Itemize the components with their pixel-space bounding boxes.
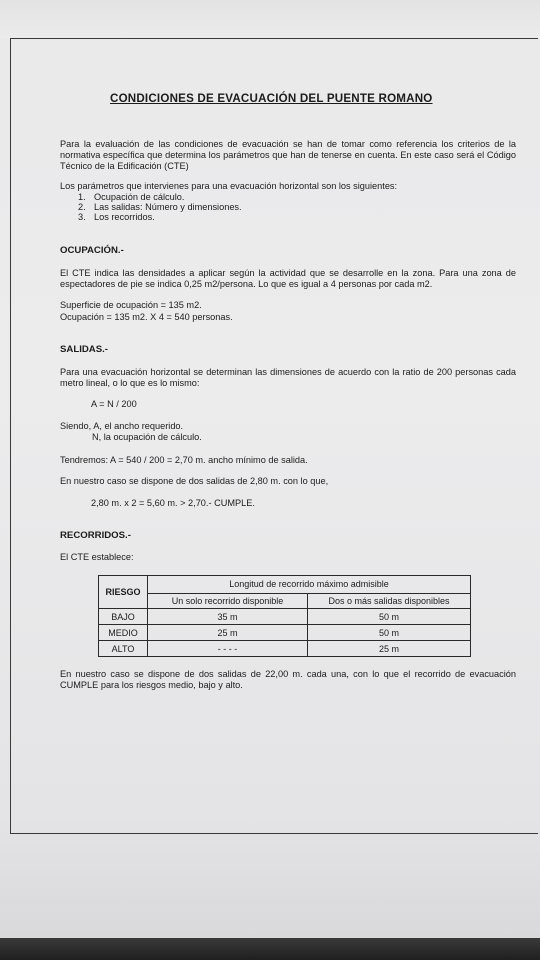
- table-cell-dos: 50 m: [378, 628, 399, 638]
- table-group-header: Longitud de recorrido máximo admisible: [229, 579, 389, 589]
- salidas-siendo-a: Siendo, A, el ancho requerido.: [60, 421, 184, 431]
- params-list: [78, 192, 242, 222]
- list-item: 3. Los recorridos.: [78, 212, 155, 222]
- table-header-dos: Dos o más salidas disponibles: [328, 596, 450, 606]
- table-divider: [99, 624, 470, 625]
- table-header-uno: Un solo recorrido disponible: [171, 596, 284, 606]
- document-title: CONDICIONES DE EVACUACIÓN DEL PUENTE ROMANO: [110, 92, 433, 105]
- salidas-tendremos: Tendremos: A = 540 / 200 = 2,70 m. ancho mínimo de salida.: [60, 455, 308, 465]
- table-divider: [99, 640, 470, 641]
- salidas-paragraph: Para una evacuación horizontal se determinan las dimensiones de acuerdo con la ratio de 200 personas cada metro lineal, o lo que es lo mismo:: [60, 367, 516, 389]
- table-cell-dos: 25 m: [378, 644, 399, 654]
- table-header-riesgo: RIESGO: [105, 587, 141, 597]
- recorridos-heading: RECORRIDOS.-: [60, 530, 131, 541]
- table-cell-uno: 25 m: [217, 628, 238, 638]
- table-cell-riesgo: BAJO: [111, 612, 135, 622]
- salidas-formula: A = N / 200: [91, 399, 137, 409]
- list-item: 2. Las salidas: Número y dimensiones.: [78, 202, 242, 212]
- table-divider: [147, 593, 470, 594]
- recorridos-conclusion: En nuestro caso se dispone de dos salidas de 22,00 m. cada una, con lo que el recorrido de evacuación CUMPLE para los riesgos medio, bajo y alto.: [60, 669, 516, 691]
- salidas-heading: SALIDAS.-: [60, 344, 108, 355]
- recorridos-establece: El CTE establece:: [60, 552, 134, 562]
- table-cell-dos: 50 m: [378, 612, 399, 622]
- list-item: 1. Ocupación de cálculo.: [78, 192, 185, 202]
- paper-top-shadow: [0, 0, 540, 38]
- table-edge-shadow: [0, 938, 540, 960]
- params-intro: Los parámetros que intervienes para una evacuación horizontal son los siguientes:: [60, 181, 398, 191]
- intro-paragraph: Para la evaluación de las condiciones de evacuación se han de tomar como referencia los criterios de la normativa específica que determina los parámetros que han de tenerse en cuenta. En este caso será el Código Técnico de la Edificación (CTE): [60, 139, 516, 172]
- table-cell-riesgo: ALTO: [111, 644, 135, 654]
- table-cell-uno: - - - -: [217, 644, 238, 654]
- table-cell-uno: 35 m: [217, 612, 238, 622]
- table-divider: [99, 608, 470, 609]
- ocupacion-calculo: Ocupación = 135 m2. X 4 = 540 personas.: [60, 312, 233, 322]
- ocupacion-heading: OCUPACIÓN.-: [60, 245, 124, 256]
- ocupacion-paragraph: El CTE indica las densidades a aplicar según la actividad que se desarrolle en la zona. Para una zona de espectadores de pie se indica 0,25 m2/persona. Lo que es igual a 4 personas por cada m2.: [60, 268, 516, 290]
- ocupacion-superficie: Superficie de ocupación = 135 m2.: [60, 300, 202, 310]
- recorridos-table: [98, 575, 471, 657]
- salidas-nuestro-caso: En nuestro caso se dispone de dos salidas de 2,80 m. con lo que,: [60, 476, 329, 486]
- salidas-siendo-n: N, la ocupación de cálculo.: [92, 432, 202, 442]
- salidas-cumple: 2,80 m. x 2 = 5,60 m. > 2,70.- CUMPLE.: [91, 498, 255, 508]
- table-cell-riesgo: MEDIO: [108, 628, 138, 638]
